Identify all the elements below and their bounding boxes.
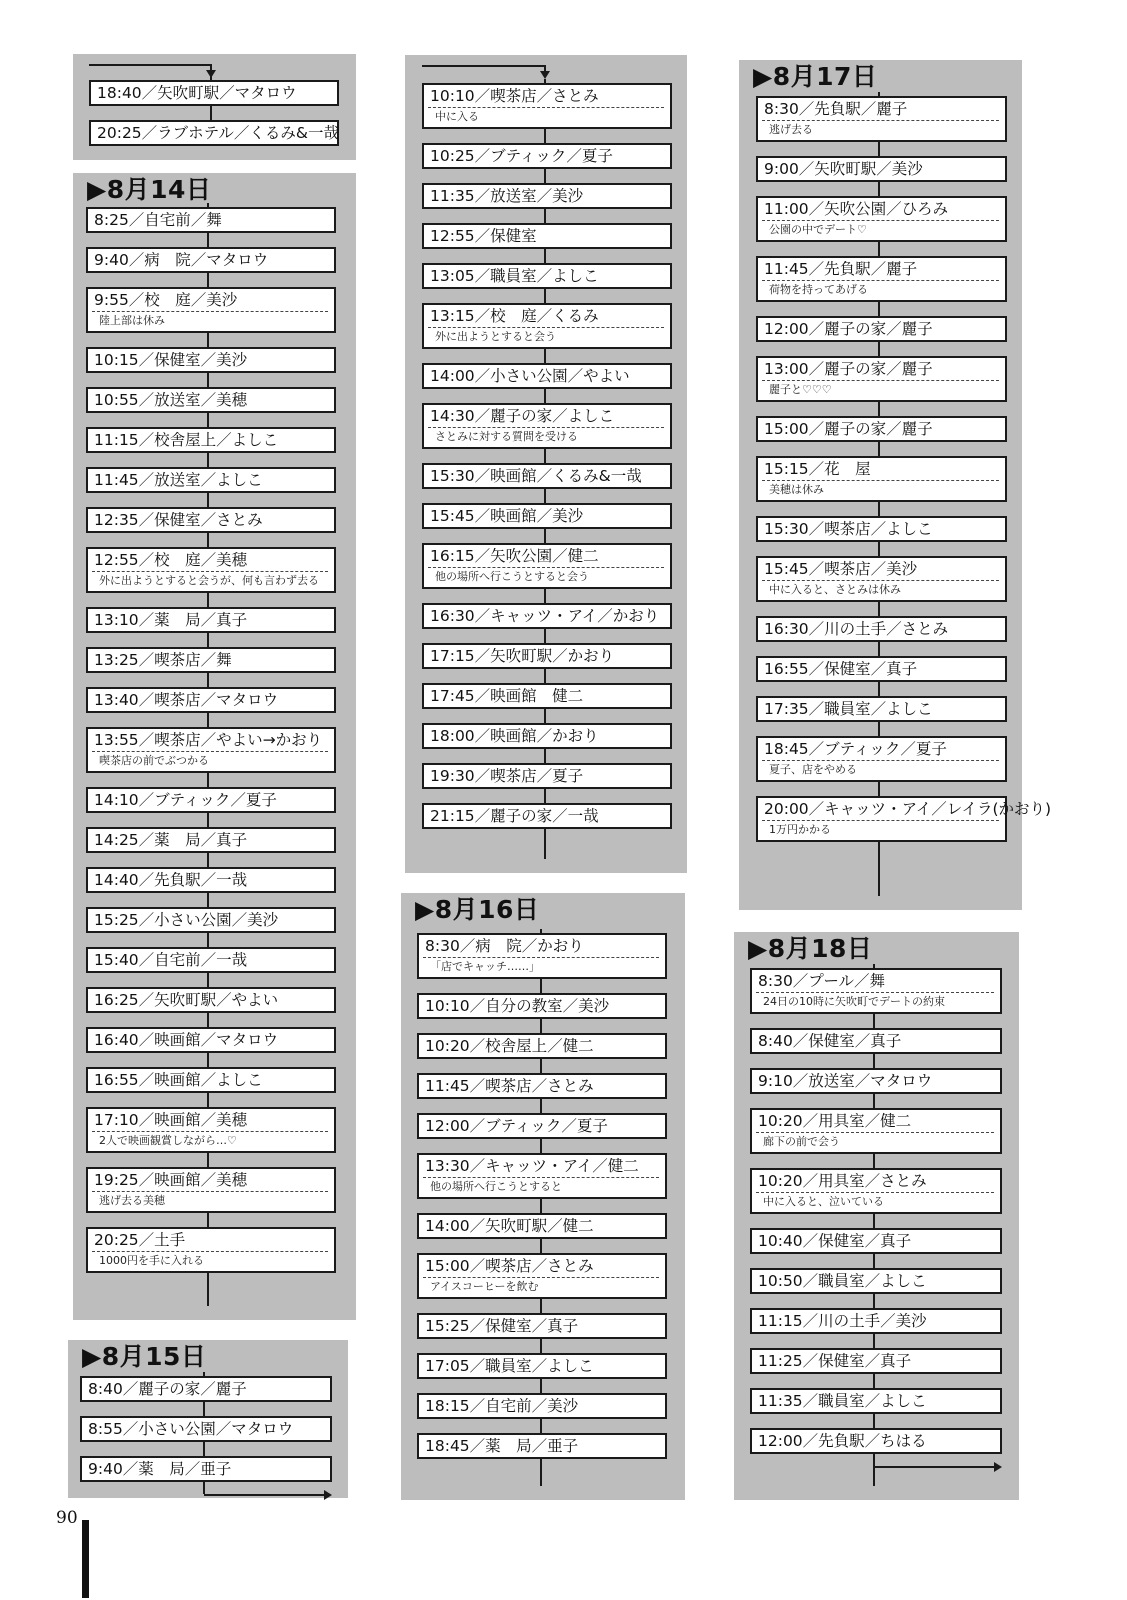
continuation-arrow-drop xyxy=(873,1454,875,1466)
entry-note: アイスコーヒーを飲む xyxy=(423,1277,659,1296)
schedule-entry xyxy=(756,196,1007,242)
entry-time-place-person: 14:40／先負駅／一哉 xyxy=(94,871,248,889)
entry-time-place-person: 13:00／麗子の家／麗子 xyxy=(764,360,933,378)
entry-time-place-person: 13:25／喫茶店／舞 xyxy=(94,651,232,669)
entry-note: 荷物を持ってあげる xyxy=(762,280,999,299)
schedule-panel-aug16 xyxy=(401,893,685,1500)
schedule-entry xyxy=(756,316,1007,342)
entry-time-place-person: 16:55／保健室／真子 xyxy=(764,660,918,678)
day-heading: ▶8月18日 xyxy=(748,934,873,963)
schedule-panel-aug15-continued xyxy=(405,55,687,873)
schedule-entry xyxy=(86,1107,336,1153)
schedule-entry xyxy=(417,1353,667,1379)
schedule-entry xyxy=(756,416,1007,442)
schedule-entry xyxy=(417,933,667,979)
schedule-entry xyxy=(422,463,672,489)
entry-time-place-person: 17:45／映画館 健二 xyxy=(430,687,584,705)
entry-note: 麗子と♡♡♡ xyxy=(762,380,999,399)
schedule-entry xyxy=(86,287,336,333)
schedule-entry xyxy=(86,1167,336,1213)
entry-time-place-person: 17:10／映画館／美穂 xyxy=(94,1111,248,1129)
schedule-entry xyxy=(86,827,336,853)
schedule-entry xyxy=(422,183,672,209)
schedule-entry xyxy=(86,347,336,373)
entry-time-place-person: 10:20／用具室／さとみ xyxy=(758,1172,927,1190)
continuation-arrow-line xyxy=(89,64,211,66)
schedule-panel-aug17 xyxy=(739,60,1052,910)
schedule-entry xyxy=(756,656,1007,682)
schedule-entry xyxy=(89,120,339,146)
arrow-right-icon xyxy=(324,1490,332,1500)
entry-time-place-person: 9:40／薬 局／亜子 xyxy=(88,1460,232,1478)
entry-note: 逃げ去る美穂 xyxy=(92,1191,328,1210)
entry-note: 陸上部は休み xyxy=(92,311,328,330)
schedule-entry xyxy=(750,1268,1002,1294)
entry-note: 公園の中でデート♡ xyxy=(762,220,999,239)
entry-note: 2人で映画観賞しながら…♡ xyxy=(92,1131,328,1150)
entry-time-place-person: 18:15／自宅前／美沙 xyxy=(425,1397,579,1415)
entry-time-place-person: 8:40／保健室／真子 xyxy=(758,1032,902,1050)
entry-time-place-person: 11:45／放送室／よしこ xyxy=(94,471,263,489)
entry-time-place-person: 15:45／映画館／美沙 xyxy=(430,507,584,525)
entry-time-place-person: 21:15／麗子の家／一哉 xyxy=(430,807,599,825)
schedule-entry xyxy=(86,507,336,533)
schedule-entry xyxy=(80,1416,332,1442)
entry-time-place-person: 15:30／映画館／くるみ&一哉 xyxy=(430,467,642,485)
entry-time-place-person: 10:40／保健室／真子 xyxy=(758,1232,912,1250)
schedule-entry xyxy=(756,696,1007,722)
schedule-entry xyxy=(86,427,336,453)
schedule-entry xyxy=(422,223,672,249)
entry-time-place-person: 11:25／保健室／真子 xyxy=(758,1352,912,1370)
schedule-entry xyxy=(756,556,1007,602)
entry-time-place-person: 18:45／薬 局／亜子 xyxy=(425,1437,579,1455)
schedule-entry xyxy=(422,503,672,529)
entry-time-place-person: 12:55／保健室 xyxy=(430,227,537,245)
entry-time-place-person: 16:40／映画館／マタロウ xyxy=(94,1031,279,1049)
entry-time-place-person: 9:55／校 庭／美沙 xyxy=(94,291,238,309)
schedule-entry xyxy=(750,1028,1002,1054)
schedule-entry xyxy=(756,356,1007,402)
schedule-entry xyxy=(80,1376,332,1402)
entry-time-place-person: 10:55／放送室／美穂 xyxy=(94,391,248,409)
schedule-entry xyxy=(80,1456,332,1482)
entry-note: さとみに対する質問を受ける xyxy=(428,427,664,446)
schedule-panel-aug15 xyxy=(68,1340,348,1498)
schedule-entry xyxy=(86,867,336,893)
entry-time-place-person: 12:00／麗子の家／麗子 xyxy=(764,320,933,338)
entry-time-place-person: 18:00／映画館／かおり xyxy=(430,727,599,745)
entry-time-place-person: 15:25／小さい公園／美沙 xyxy=(94,911,279,929)
schedule-entry xyxy=(86,1227,336,1273)
schedule-entry xyxy=(86,547,336,593)
schedule-entry xyxy=(86,727,336,773)
entry-note: 喫茶店の前でぶつかる xyxy=(92,751,328,770)
entry-time-place-person: 14:25／薬 局／真子 xyxy=(94,831,248,849)
entry-time-place-person: 11:45／喫茶店／さとみ xyxy=(425,1077,594,1095)
schedule-panel-aug14 xyxy=(73,173,356,1320)
entry-time-place-person: 20:00／キャッツ・アイ／レイラ(かおり) xyxy=(764,800,1052,818)
schedule-entry xyxy=(422,143,672,169)
entry-time-place-person: 15:30／喫茶店／よしこ xyxy=(764,520,933,538)
day-heading: ▶8月15日 xyxy=(82,1342,207,1371)
entry-time-place-person: 20:25／ラブホテル／くるみ&一哉 xyxy=(97,124,339,142)
schedule-entry xyxy=(750,1348,1002,1374)
schedule-entry xyxy=(86,387,336,413)
entry-time-place-person: 9:40／病 院／マタロウ xyxy=(94,251,269,269)
entry-time-place-person: 11:15／校舎屋上／よしこ xyxy=(94,431,279,449)
schedule-entry xyxy=(756,156,1007,182)
arrow-down-icon xyxy=(206,70,216,78)
schedule-entry xyxy=(417,1433,667,1459)
continuation-arrow-drop xyxy=(203,1482,205,1494)
entry-time-place-person: 12:00／ブティック／夏子 xyxy=(425,1117,608,1135)
schedule-entry xyxy=(750,1168,1002,1214)
schedule-entry xyxy=(86,647,336,673)
entry-note: 他の場所へ行こうとすると xyxy=(423,1177,659,1196)
entry-note: 1000円を手に入れる xyxy=(92,1251,328,1270)
entry-time-place-person: 11:35／職員室／よしこ xyxy=(758,1392,927,1410)
schedule-entry xyxy=(756,796,1052,842)
schedule-entry xyxy=(750,1068,1002,1094)
entry-time-place-person: 8:30／病 院／かおり xyxy=(425,937,584,955)
page-edge-bar xyxy=(82,1520,89,1598)
entry-time-place-person: 9:00／矢吹町駅／美沙 xyxy=(764,160,923,178)
entry-note: 中に入る xyxy=(428,107,664,126)
entry-time-place-person: 8:40／麗子の家／麗子 xyxy=(88,1380,247,1398)
schedule-entry xyxy=(422,303,672,349)
entry-time-place-person: 17:15／矢吹町駅／かおり xyxy=(430,647,615,665)
page-number: 90 xyxy=(56,1508,78,1528)
entry-time-place-person: 10:10／喫茶店／さとみ xyxy=(430,87,599,105)
schedule-entry xyxy=(86,467,336,493)
entry-note: 外に出ようとすると会うが、何も言わず去る xyxy=(92,571,328,590)
entry-note: 中に入ると、泣いている xyxy=(756,1192,994,1211)
schedule-entry xyxy=(86,607,336,633)
schedule-panel-continued xyxy=(73,54,356,160)
arrow-right-icon xyxy=(994,1462,1002,1472)
entry-time-place-person: 15:00／喫茶店／さとみ xyxy=(425,1257,594,1275)
schedule-entry xyxy=(417,1213,667,1239)
schedule-entry xyxy=(417,1033,667,1059)
schedule-entry xyxy=(422,603,672,629)
schedule-entry xyxy=(756,736,1007,782)
schedule-entry xyxy=(756,96,1007,142)
schedule-entry xyxy=(417,993,667,1019)
entry-time-place-person: 9:10／放送室／マタロウ xyxy=(758,1072,933,1090)
schedule-entry xyxy=(86,247,336,273)
entry-time-place-person: 13:15／校 庭／くるみ xyxy=(430,307,599,325)
schedule-entry xyxy=(756,256,1007,302)
arrow-down-icon xyxy=(540,71,550,79)
entry-time-place-person: 10:50／職員室／よしこ xyxy=(758,1272,927,1290)
entry-time-place-person: 16:55／映画館／よしこ xyxy=(94,1071,263,1089)
schedule-entry xyxy=(756,616,1007,642)
schedule-entry xyxy=(86,687,336,713)
schedule-entry xyxy=(89,80,339,106)
entry-time-place-person: 15:00／麗子の家／麗子 xyxy=(764,420,933,438)
continuation-arrow-line xyxy=(204,1494,326,1496)
schedule-entry xyxy=(417,1073,667,1099)
schedule-entry xyxy=(422,723,672,749)
schedule-entry xyxy=(86,947,336,973)
entry-time-place-person: 18:40／矢吹町駅／マタロウ xyxy=(97,84,297,102)
entry-time-place-person: 10:20／用具室／健二 xyxy=(758,1112,912,1130)
schedule-entry xyxy=(756,516,1007,542)
entry-time-place-person: 10:20／校舎屋上／健二 xyxy=(425,1037,594,1055)
continuation-arrow-line xyxy=(422,65,545,67)
day-heading: ▶8月16日 xyxy=(415,895,540,924)
entry-time-place-person: 11:00／矢吹公園／ひろみ xyxy=(764,200,949,218)
entry-time-place-person: 16:25／矢吹町駅／やよい xyxy=(94,991,279,1009)
entry-note: 廊下の前で会う xyxy=(756,1132,994,1151)
entry-time-place-person: 14:00／矢吹町駅／健二 xyxy=(425,1217,594,1235)
entry-time-place-person: 16:15／矢吹公園／健二 xyxy=(430,547,599,565)
entry-time-place-person: 13:05／職員室／よしこ xyxy=(430,267,599,285)
schedule-entry xyxy=(86,1027,336,1053)
entry-time-place-person: 15:25／保健室／真子 xyxy=(425,1317,579,1335)
day-heading: ▶8月17日 xyxy=(753,62,878,91)
schedule-entry xyxy=(756,456,1007,502)
entry-time-place-person: 13:40／喫茶店／マタロウ xyxy=(94,691,279,709)
entry-note: 逃げ去る xyxy=(762,120,999,139)
entry-time-place-person: 15:45／喫茶店／美沙 xyxy=(764,560,918,578)
entry-time-place-person: 13:55／喫茶店／やよい→かおり xyxy=(94,731,323,749)
entry-time-place-person: 14:00／小さい公園／やよい xyxy=(430,367,630,385)
schedule-entry xyxy=(417,1393,667,1419)
schedule-entry xyxy=(750,1388,1002,1414)
schedule-entry xyxy=(750,1308,1002,1334)
schedule-entry xyxy=(417,1153,667,1199)
continuation-arrow-line xyxy=(874,1466,996,1468)
day-heading: ▶8月14日 xyxy=(87,175,212,204)
schedule-entry xyxy=(86,1067,336,1093)
entry-time-place-person: 8:30／先負駅／麗子 xyxy=(764,100,908,118)
schedule-entry xyxy=(422,403,672,449)
entry-time-place-person: 12:55／校 庭／美穂 xyxy=(94,551,248,569)
entry-time-place-person: 16:30／キャッツ・アイ／かおり xyxy=(430,607,660,625)
entry-time-place-person: 10:15／保健室／美沙 xyxy=(94,351,248,369)
entry-time-place-person: 20:25／土手 xyxy=(94,1231,186,1249)
schedule-entry xyxy=(422,763,672,789)
schedule-entry xyxy=(422,643,672,669)
entry-time-place-person: 10:10／自分の教室／美沙 xyxy=(425,997,610,1015)
schedule-entry xyxy=(86,787,336,813)
entry-time-place-person: 11:35／放送室／美沙 xyxy=(430,187,584,205)
schedule-entry xyxy=(750,1428,1002,1454)
schedule-entry xyxy=(422,363,672,389)
entry-time-place-person: 19:30／喫茶店／夏子 xyxy=(430,767,584,785)
entry-note: 24日の10時に矢吹町でデートの約束 xyxy=(756,992,994,1011)
entry-time-place-person: 8:30／プール／舞 xyxy=(758,972,886,990)
entry-time-place-person: 8:55／小さい公園／マタロウ xyxy=(88,1420,294,1438)
entry-time-place-person: 14:30／麗子の家／よしこ xyxy=(430,407,615,425)
schedule-entry xyxy=(750,968,1002,1014)
entry-time-place-person: 17:35／職員室／よしこ xyxy=(764,700,933,718)
entry-time-place-person: 11:45／先負駅／麗子 xyxy=(764,260,918,278)
entry-note: 1万円かかる xyxy=(762,820,999,839)
schedule-entry xyxy=(417,1313,667,1339)
entry-note: 「店でキャッチ……」 xyxy=(423,957,659,976)
entry-time-place-person: 16:30／川の土手／さとみ xyxy=(764,620,949,638)
schedule-entry xyxy=(417,1253,667,1299)
entry-time-place-person: 14:10／ブティック／夏子 xyxy=(94,791,277,809)
schedule-entry xyxy=(750,1108,1002,1154)
entry-time-place-person: 12:00／先負駅／ちはる xyxy=(758,1432,927,1450)
entry-note: 夏子、店をやめる xyxy=(762,760,999,779)
entry-time-place-person: 10:25／ブティック／夏子 xyxy=(430,147,613,165)
entry-time-place-person: 18:45／ブティック／夏子 xyxy=(764,740,947,758)
entry-time-place-person: 19:25／映画館／美穂 xyxy=(94,1171,248,1189)
entry-time-place-person: 15:40／自宅前／一哉 xyxy=(94,951,248,969)
entry-note: 美穂は休み xyxy=(762,480,999,499)
entry-time-place-person: 13:30／キャッツ・アイ／健二 xyxy=(425,1157,639,1175)
schedule-entry xyxy=(422,263,672,289)
schedule-entry xyxy=(417,1113,667,1139)
entry-time-place-person: 15:15／花 屋 xyxy=(764,460,871,478)
entry-time-place-person: 8:25／自宅前／舞 xyxy=(94,211,222,229)
entry-note: 他の場所へ行こうとすると会う xyxy=(428,567,664,586)
schedule-entry xyxy=(422,683,672,709)
schedule-entry xyxy=(422,803,672,829)
schedule-entry xyxy=(422,543,672,589)
entry-note: 外に出ようとすると会う xyxy=(428,327,664,346)
schedule-panel-aug18 xyxy=(734,932,1019,1500)
schedule-entry xyxy=(86,207,336,233)
schedule-entry xyxy=(750,1228,1002,1254)
entry-time-place-person: 12:35／保健室／さとみ xyxy=(94,511,263,529)
entry-note: 中に入ると、さとみは休み xyxy=(762,580,999,599)
entry-time-place-person: 13:10／薬 局／真子 xyxy=(94,611,248,629)
schedule-entry xyxy=(422,83,672,129)
schedule-entry xyxy=(86,907,336,933)
entry-time-place-person: 11:15／川の土手／美沙 xyxy=(758,1312,927,1330)
schedule-entry xyxy=(86,987,336,1013)
entry-time-place-person: 17:05／職員室／よしこ xyxy=(425,1357,594,1375)
